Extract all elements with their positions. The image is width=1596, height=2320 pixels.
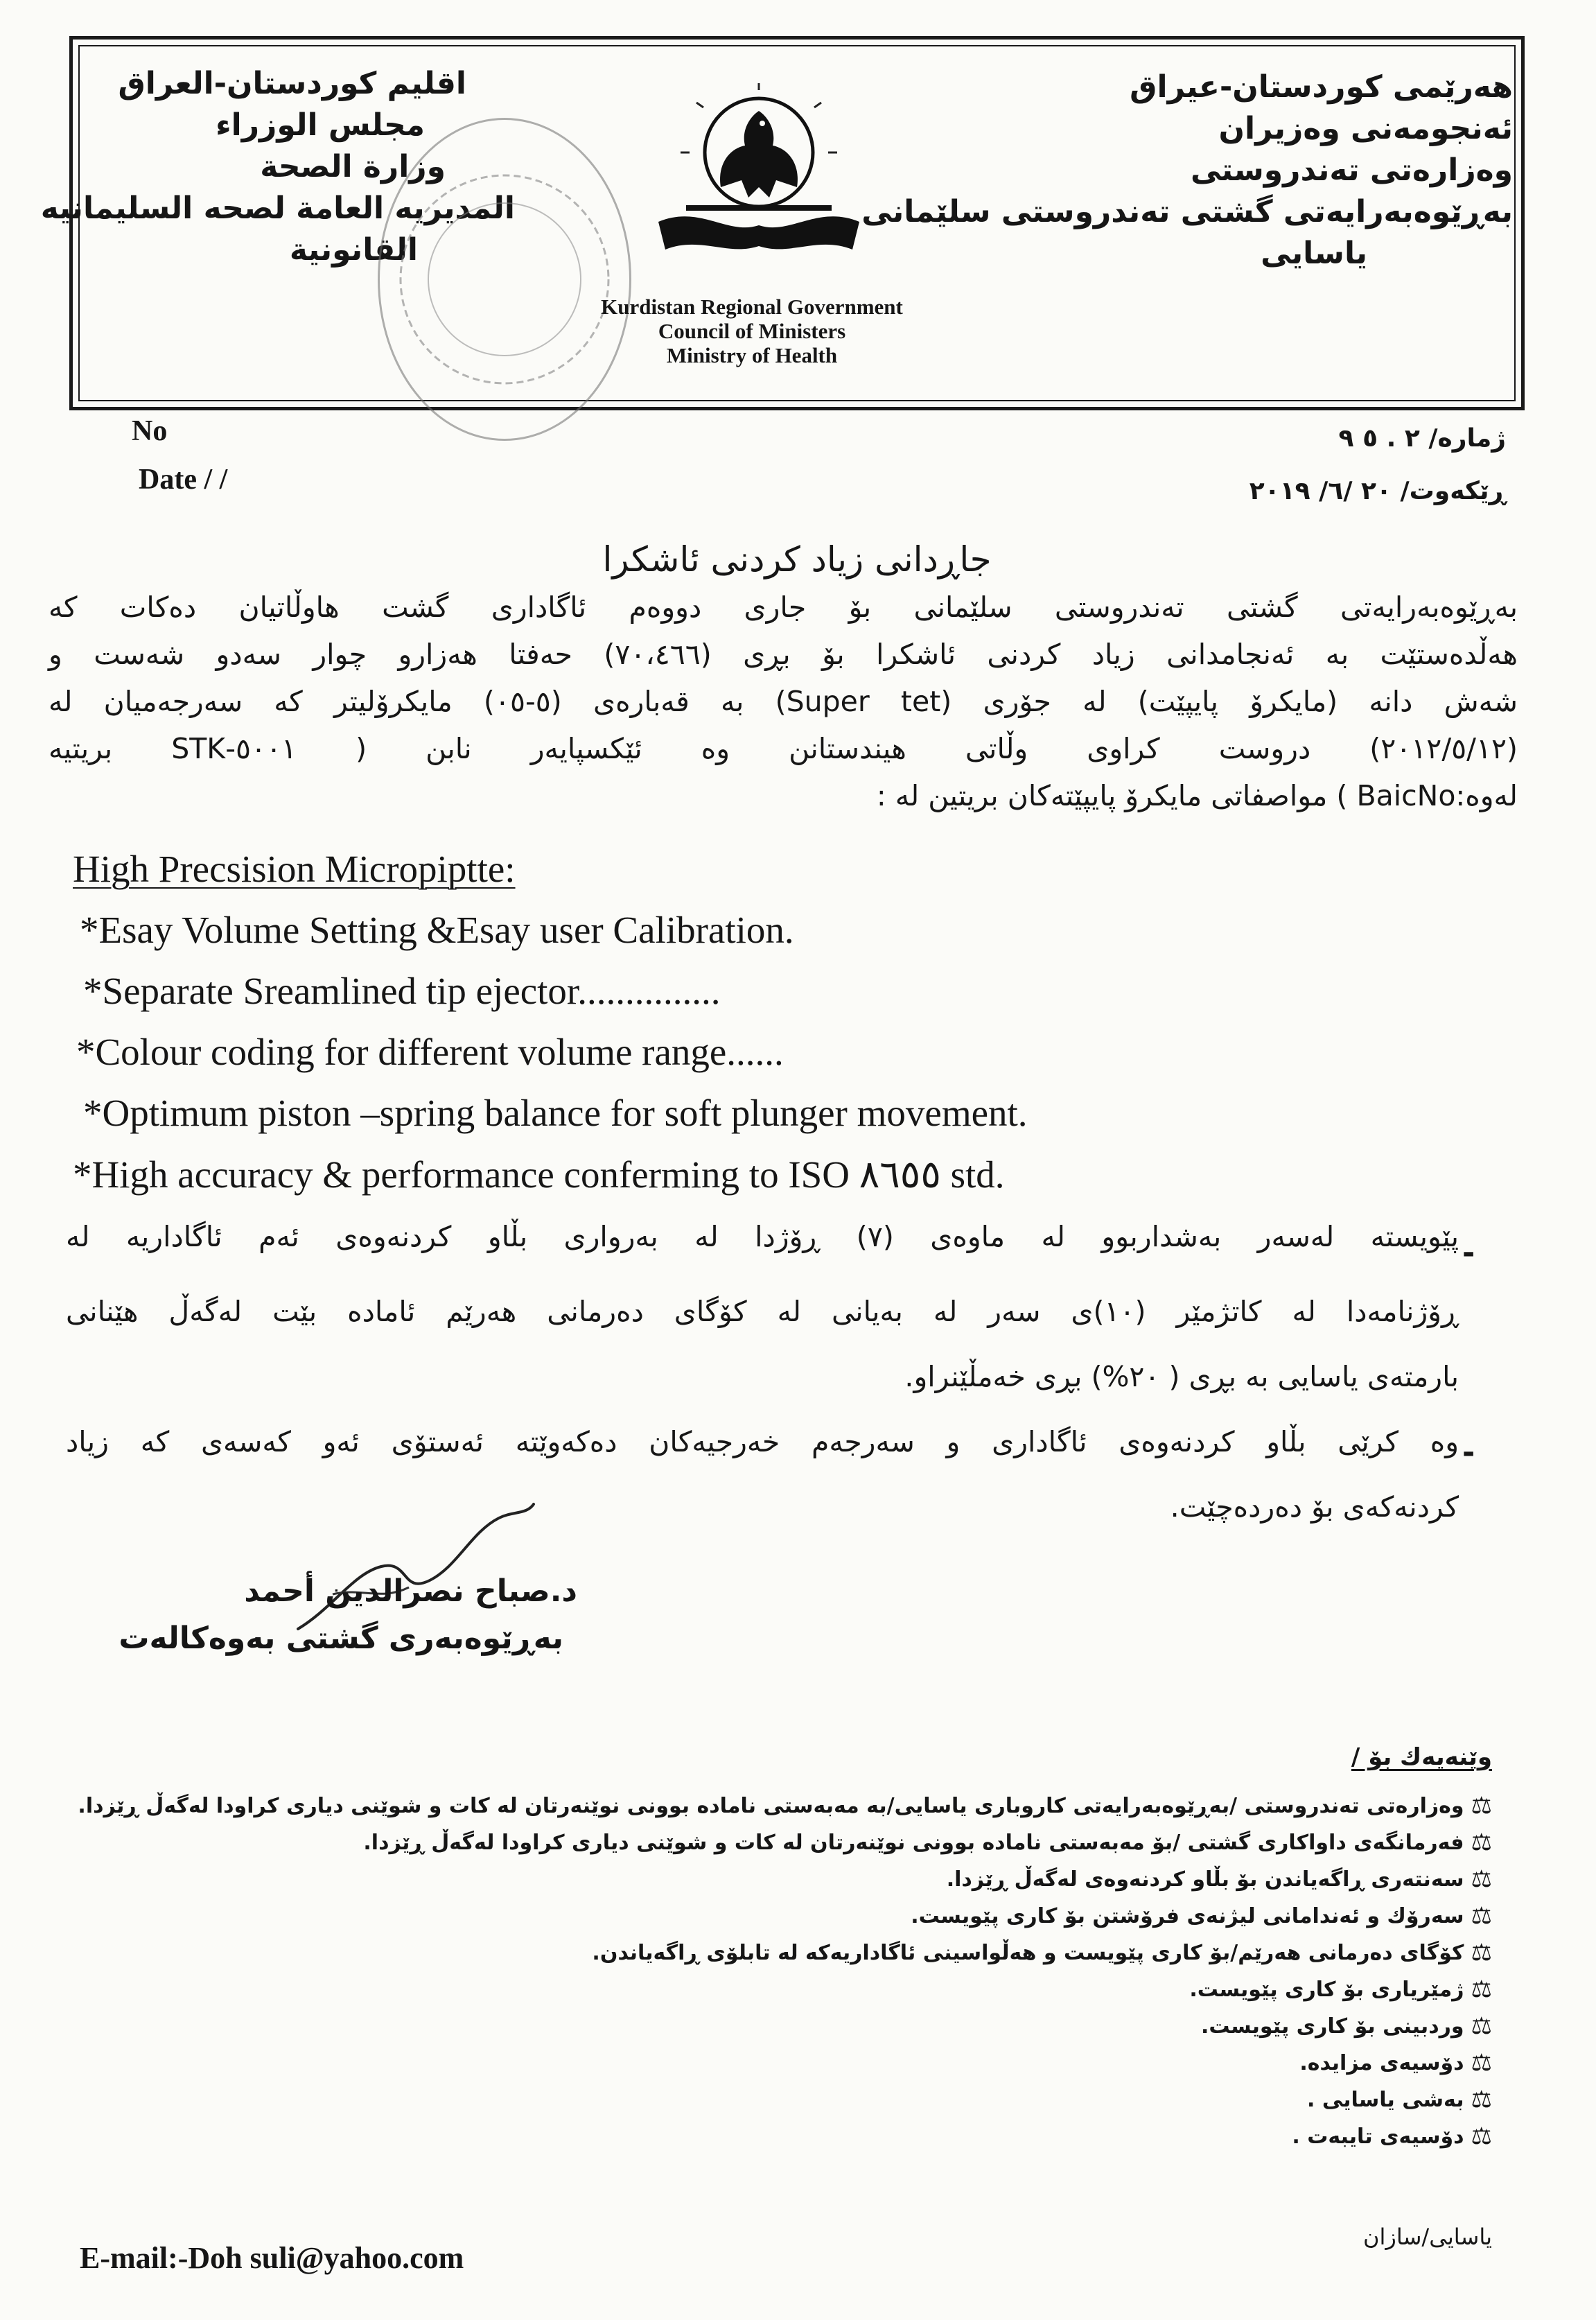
cc-item xyxy=(947,1862,1492,1896)
scales-of-justice-icon: ⚖ xyxy=(1471,1865,1492,1893)
letterhead-en-line-2: Council of Ministers xyxy=(658,319,846,343)
bullet-2-line-2: كردنەكەی بۆ دەردەچێت. xyxy=(1170,1490,1459,1524)
bullet-2-line-1: وە كرێی بڵاو كردنەوەی ئاگاداری و سەرجەم خەرجیەكان دەكەوێتە ئەستۆی ئەو كەسەی كە زیاد xyxy=(66,1425,1459,1458)
body-line-1: بەڕێوەبەرایەتی گشتی تەندروستی سلێمانی بۆ جاری دووەم ئاگاداری گشت هاوڵاتیان دەكات كە xyxy=(49,591,1518,624)
cc-item-text: سەنتەری ڕاگەیاندن بۆ بڵاو كردنەوەی لەگەڵ ڕێزدا. xyxy=(946,1867,1464,1892)
cc-item xyxy=(1292,2119,1492,2154)
cc-item xyxy=(1189,1972,1492,2007)
letterhead-ar-line-3: وزارة الصحة xyxy=(260,149,446,184)
letterhead-ku-line-1: هەرێمی كوردستان-عیراق xyxy=(1130,69,1513,105)
letterhead-ku-line-4: بەڕێوەبەرایەتی گشتی تەندروستی سلێمانی xyxy=(861,194,1513,229)
spec-item-2: *Separate Sreamlined tip ejector............... xyxy=(83,970,721,1012)
circular-seal-stamp-icon xyxy=(378,118,631,441)
bullet-1-line-1: پێویستە لەسەر بەشداربوو لە ماوەی (٧) ڕۆژدا لە بەرواری بڵاو كردنەوەی ئەم ئاگاداریە لە xyxy=(66,1220,1459,1253)
handwritten-signature-icon xyxy=(291,1490,541,1636)
scales-of-justice-icon: ⚖ xyxy=(1471,2122,1492,2150)
cc-item-text: سەرۆك و ئەندامانی لیژنەی فرۆشتن بۆ كاری پێویست. xyxy=(911,1903,1464,1928)
cc-item-text: ژمێریاری بۆ كاری پێویست. xyxy=(1189,1977,1464,2002)
scales-of-justice-icon: ⚖ xyxy=(1471,1976,1492,2003)
letterhead-ar-line-4: المديريه العامة لصحه السليمانيه xyxy=(40,191,515,226)
cc-title: وێنەیەك بۆ / xyxy=(1351,1743,1492,1771)
letterhead-en-line-3: Ministry of Health xyxy=(666,343,838,367)
spec-item-1: *Esay Volume Setting &Esay user Calibration. xyxy=(80,909,794,951)
body-line-2: هەڵدەستێت بە ئەنجامدانی زیاد كردنی ئاشكرا بۆ بڕی (٧٠،٤٦٦) حەفتا هەزارو چوار سەدو شەست و xyxy=(49,638,1518,671)
letterhead-ar-line-5: القانونية xyxy=(289,232,418,268)
cc-item-text: فەرمانگەی داواكاری گشتی /بۆ مەبەستی نامادە بوونی نوێنەرتان لە كات و شوێنی دیاری كراودا لەگەڵ ڕێزدا. xyxy=(363,1830,1464,1855)
letterhead-ku-line-3: وەزارەتی تەندروستی xyxy=(1191,152,1513,188)
date-ku: ڕێكەوت/ ٢٠ /٦/ ٢٠١٩ xyxy=(1249,477,1506,505)
cc-item xyxy=(78,1788,1492,1823)
cc-item-text: وەزارەتی تەندروستی /بەڕێوەبەرایەتی كاروباری یاسایی/بە مەبەستی نامادە بوونی نوێنەرتان لە كات و شوێنی دیاری كراودا لەگەڵ ڕێزدا. xyxy=(78,1793,1464,1818)
cc-item xyxy=(1299,2046,1492,2080)
cc-item-text: بەشی یاسایی . xyxy=(1307,2087,1464,2112)
cc-item xyxy=(1307,2082,1492,2117)
spec-item-4: *Optimum piston –spring balance for soft plunger movement. xyxy=(83,1092,1028,1134)
spec-title: High Precsision Micropiptte: xyxy=(73,848,516,890)
cc-item-text: وردبینی بۆ كاری پێویست. xyxy=(1200,2014,1464,2039)
cc-item xyxy=(592,1935,1492,1970)
letterhead-ar-line-2: مجلس الوزراء xyxy=(216,107,425,143)
body-line-3: شەش دانە (مایكرۆ پایپێت) لە جۆری (Super tet) بە قەبارەی (٥-٠٥) مایكرۆلیتر كە سەرجەمیان لە xyxy=(49,685,1518,718)
cc-item xyxy=(363,1825,1492,1860)
footer-email: E-mail:-Doh suli@yahoo.com xyxy=(80,2241,464,2275)
subject-title: جاڕدانی زیاد كردنی ئاشكرا xyxy=(602,539,992,579)
cc-item xyxy=(1201,2009,1492,2043)
date-label: Date / / xyxy=(139,464,228,496)
cc-item-text: دۆسیەی مزایدە. xyxy=(1299,2050,1464,2075)
letterhead-en-line-1: Kurdistan Regional Government xyxy=(601,295,903,319)
letterhead-ku-line-5: یاسایی xyxy=(1261,236,1367,271)
spec-item-3: *Colour coding for different volume range...... xyxy=(76,1031,784,1073)
footer-reference: یاسایی/سازان xyxy=(1363,2224,1492,2250)
letterhead-ku-line-2: ئەنجومەنی وەزیران xyxy=(1218,111,1513,146)
bullet-1-line-2: ڕۆژنامەدا لە كاتژمێر (١٠)ی سەر لە بەیانی لە كۆگای دەرمانی هەرێم ئامادە بێت لەگەڵ هێنانی xyxy=(66,1295,1459,1328)
cc-item-text: كۆگای دەرمانی هەرێم/بۆ كاری پێویست و هەڵواسینی ئاگاداریەكە لە تابلۆی ڕاگەیاندن. xyxy=(592,1940,1464,1965)
cc-item xyxy=(911,1899,1492,1933)
cc-item-text: دۆسیەی تایبەت . xyxy=(1292,2124,1464,2149)
letterhead-ar-line-1: اقليم كوردستان-العراق xyxy=(118,66,466,101)
scales-of-justice-icon: ⚖ xyxy=(1471,1792,1492,1820)
krg-eagle-emblem-icon xyxy=(644,83,873,263)
signatory-title: بەڕێوەبەری گشتی بەوەكالەت xyxy=(119,1621,563,1656)
scales-of-justice-icon: ⚖ xyxy=(1471,1902,1492,1930)
bullet-dash-2: - xyxy=(1462,1435,1475,1470)
scales-of-justice-icon: ⚖ xyxy=(1471,2086,1492,2113)
scales-of-justice-icon: ⚖ xyxy=(1471,1829,1492,1856)
body-line-4: (٢٠١٢/٥/١٢) دروست كراوی وڵاتی هیندستانن وە ئێكسپایەر نابن ( ٥٠٠١-STK بریتیە xyxy=(49,732,1518,765)
body-line-5: لەوە:BaicNo ) مواصفاتی مایكرۆ پایپێتەكان بریتین لە : xyxy=(876,779,1518,812)
signatory-name: د.صباح نصرالدين أحمد xyxy=(244,1573,577,1609)
number-label: No xyxy=(132,415,168,447)
scales-of-justice-icon: ⚖ xyxy=(1471,2049,1492,2077)
number-ku: ژماره/ ٢ . ٥ ٩ xyxy=(1338,424,1506,453)
scales-of-justice-icon: ⚖ xyxy=(1471,1939,1492,1966)
spec-item-5: *High accuracy & performance conferming to ISO ٨٦٥٥ std. xyxy=(73,1153,1005,1196)
bullet-dash-1: - xyxy=(1462,1235,1475,1271)
bullet-1-line-3: بارمتەی یاسایی بە بڕی ( ٢٠%) بڕی خەمڵێنراو. xyxy=(904,1360,1459,1393)
scales-of-justice-icon: ⚖ xyxy=(1471,2012,1492,2040)
